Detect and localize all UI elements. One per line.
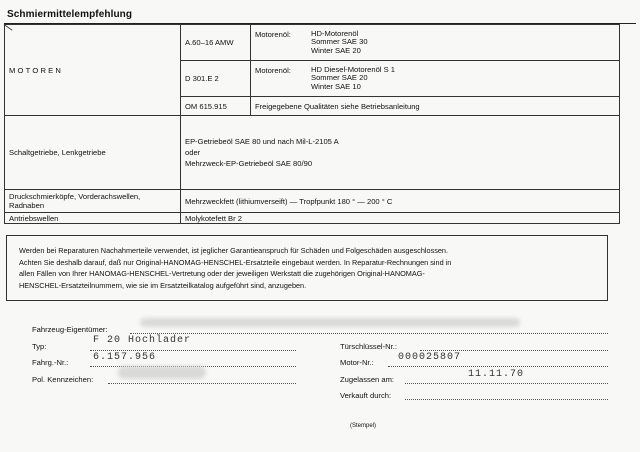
sold-line[interactable] <box>405 399 608 400</box>
driveshaft-value: Molykotefett Br 2 <box>181 213 620 224</box>
notice-line: Achten Sie deshalb darauf, daß nur Original-HANOMAG-HENSCHEL-Ersatzteile eingebaut werden. In Reparatur-Rechnungen sind in <box>19 257 452 267</box>
oil-label: Motorenöl: <box>255 65 291 75</box>
engine-model-2: D 301.E 2 <box>181 61 251 97</box>
redacted-plate <box>118 366 206 379</box>
type-line[interactable] <box>90 350 296 351</box>
grease-label-line: Druckschmierköpfe, Vorderachswellen, <box>9 192 141 201</box>
type-label: Typ: <box>32 342 47 351</box>
gearbox-line: EP-Getriebeöl SAE 80 und nach Mil-L-2105 A <box>185 137 339 146</box>
owner-line[interactable] <box>130 333 608 334</box>
engine-oil-2 <box>251 61 620 97</box>
oil-line: HD Diesel-Motorenöl S 1 <box>311 64 395 74</box>
notice-line: Werden bei Reparaturen Nachahmerteile verwendet, ist jeglicher Garantieanspruch für Schäden und Folgeschäden ausgeschlossen. <box>19 246 449 255</box>
key-line[interactable] <box>420 350 608 351</box>
gearbox-line: oder <box>185 148 201 157</box>
engine-no-value: 000025807 <box>398 352 462 363</box>
driveshaft-row <box>5 213 620 224</box>
engine-no-label: Motor-Nr.: <box>340 358 374 367</box>
lubrication-table <box>4 24 620 224</box>
stamp-label: (Stempel) <box>350 423 377 429</box>
registered-line[interactable] <box>405 383 608 384</box>
type-value: F 20 Hochlader <box>93 335 192 346</box>
gearbox-label: Schaltgetriebe, Lenkgetriebe <box>5 116 181 190</box>
warranty-notice-box <box>6 235 608 301</box>
chassis-label: Fahrg.-Nr.: <box>32 358 69 367</box>
motoren-label: MOTOREN <box>9 65 64 75</box>
registered-label: Zugelassen am: <box>340 375 395 384</box>
page-title: Schmiermittelempfehlung <box>7 9 133 20</box>
owner-label: Fahrzeug-Eigentümer: <box>32 325 108 334</box>
chassis-value: 6.157.956 <box>93 352 157 363</box>
plate-line[interactable] <box>108 383 296 384</box>
sold-label: Verkauft durch: <box>340 391 392 400</box>
warranty-notice-text <box>19 245 603 291</box>
oil-line: Sommer SAE 30 <box>311 37 368 47</box>
grease-label-line: Radnaben <box>9 201 45 210</box>
gearbox-row <box>5 116 620 190</box>
grease-label <box>5 190 181 213</box>
redacted-owner <box>140 318 520 327</box>
notice-line: allen Fällen von Ihrer HANOMAG-HENSCHEL-Vertretung oder der jeweiligen Werkstatt die zugehörigen Original-HANOMAG- <box>19 269 425 279</box>
engine-oil-3: Freigegebene Qualitäten siehe Betriebsanleitung <box>251 97 620 116</box>
grease-row <box>5 190 620 213</box>
oil-label: Motorenöl: <box>255 29 291 39</box>
key-label: Türschlüssel-Nr.: <box>340 342 397 351</box>
engine-model-1: A.60–16 AMW <box>181 25 251 61</box>
engine-no-line[interactable] <box>388 366 608 367</box>
driveshaft-label: Antriebswellen <box>5 213 181 224</box>
plate-label: Pol. Kennzeichen: <box>32 375 94 384</box>
oil-line: HD-Motorenöl <box>311 28 359 38</box>
gearbox-line: Mehrzweck-EP-Getriebeöl SAE 80/90 <box>185 159 313 168</box>
oil-line: Sommer SAE 20 <box>311 73 368 83</box>
engine-row-1 <box>5 25 620 61</box>
oil-line: Winter SAE 10 <box>311 81 361 91</box>
engine-oil-1 <box>251 25 620 61</box>
oil-line: Winter SAE 20 <box>311 45 361 55</box>
engine-model-3: OM 615.915 <box>181 97 251 116</box>
grease-value: Mehrzweckfett (lithiumverseift) — Tropfpunkt 180 ° — 200 ° C <box>181 190 620 213</box>
notice-line: HENSCHEL-Ersatzteilnummern, wie sie im Ersatzteilkatalog aufgeführt sind, anzugeben. <box>19 280 307 290</box>
motoren-cell <box>5 25 181 116</box>
registered-value: 11.11.70 <box>468 369 525 380</box>
gearbox-value <box>181 116 620 190</box>
